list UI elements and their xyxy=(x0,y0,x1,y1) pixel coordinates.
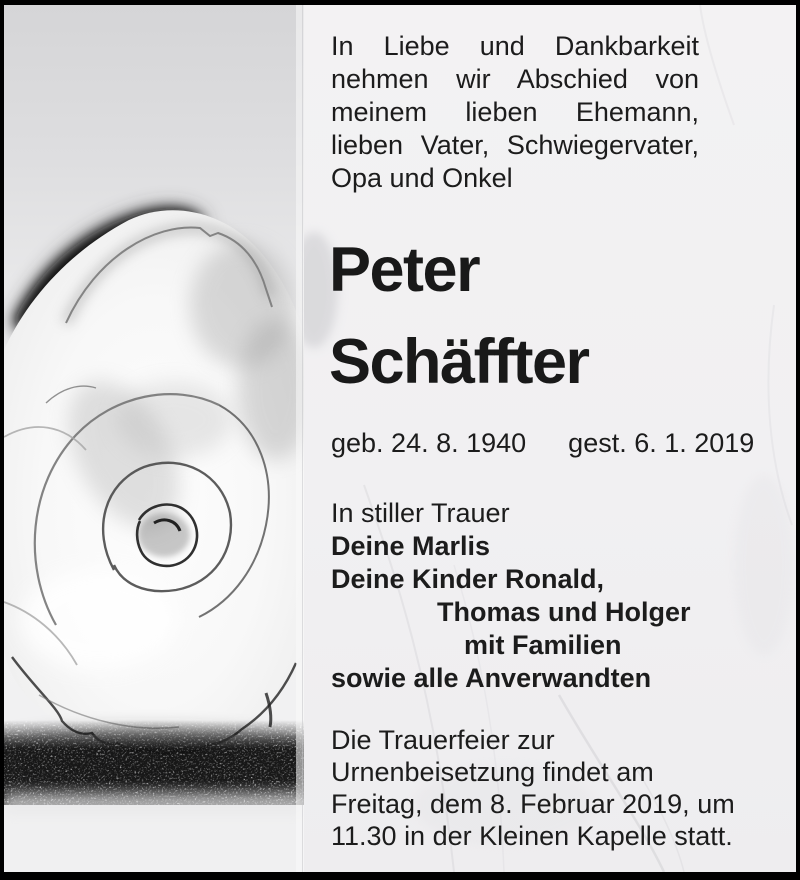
text-panel xyxy=(304,5,796,872)
mourner-line: mit Familien xyxy=(464,630,622,660)
intro-text xyxy=(331,30,699,195)
funeral-line: Urnenbeisetzung findet am xyxy=(331,757,654,787)
intro-line: Opa und Onkel xyxy=(331,163,513,193)
rose-image xyxy=(4,5,304,872)
deceased-first-name: Peter xyxy=(329,235,480,305)
intro-line: nehmen wir Abschied von xyxy=(331,64,699,94)
funeral-line: Freitag, dem 8. Februar 2019, um xyxy=(331,789,735,819)
mourner-list xyxy=(304,530,691,695)
mourner-line: Deine Marlis xyxy=(331,531,491,561)
mourner-line: sowie alle Anverwandten xyxy=(331,663,652,693)
intro-line: In Liebe und Dankbarkeit xyxy=(331,31,699,61)
mourner-line: Thomas und Holger xyxy=(437,597,691,627)
funeral-line: Die Trauerfeier zur xyxy=(331,725,555,755)
life-dates xyxy=(331,427,754,460)
intro-line: meinem lieben Ehemann, xyxy=(331,97,699,127)
deceased-name xyxy=(329,224,589,408)
intro-line: lieben Vater, Schwiegervater, xyxy=(331,130,699,160)
mourning-intro: In stiller Trauer xyxy=(331,498,510,528)
funeral-line: 11.30 in der Kleinen Kapelle statt. xyxy=(331,821,733,851)
funeral-announcement xyxy=(331,724,735,852)
rose-photo xyxy=(4,5,304,872)
birth-date: geb. 24. 8. 1940 xyxy=(331,428,527,458)
mourner-line: Deine Kinder Ronald, xyxy=(331,564,605,594)
deceased-last-name: Schäffter xyxy=(329,327,589,397)
death-date: gest. 6. 1. 2019 xyxy=(568,428,755,458)
